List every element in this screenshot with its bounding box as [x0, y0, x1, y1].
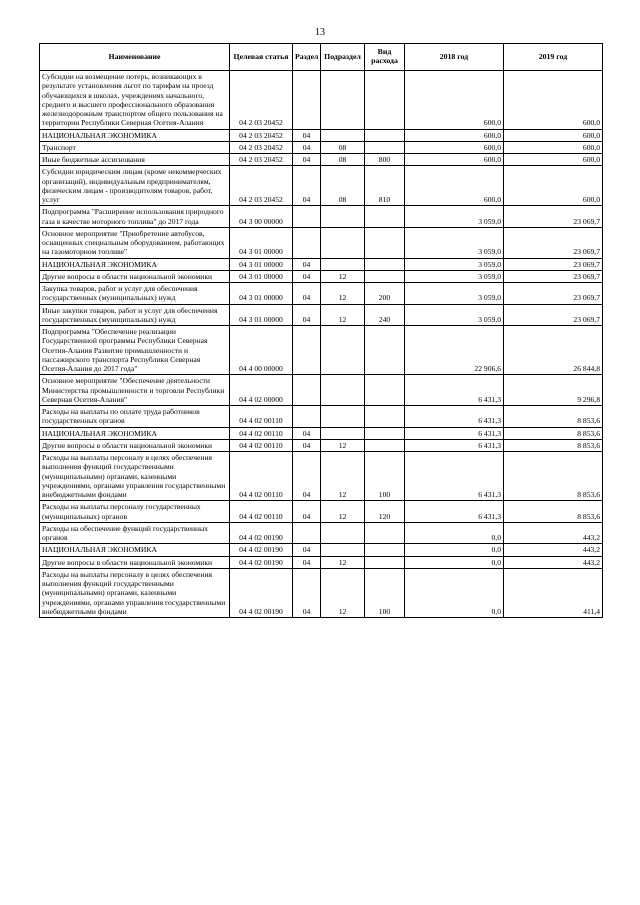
cell-expense-type: 800 — [365, 154, 405, 166]
cell-target-article: 04 4 00 00000 — [230, 326, 293, 375]
table-row — [40, 427, 603, 439]
cell-year-2019: 443,2 — [504, 544, 603, 556]
cell-name: Расходы на обеспечение функций государственных органов — [40, 522, 230, 544]
cell-year-2018: 6 431,3 — [405, 452, 504, 501]
cell-target-article: 04 2 03 20452 — [230, 154, 293, 166]
cell-year-2019: 26 844,8 — [504, 326, 603, 375]
cell-subsection: 12 — [321, 304, 365, 326]
table-row — [40, 452, 603, 501]
cell-expense-type — [365, 427, 405, 439]
cell-subsection: 12 — [321, 283, 365, 305]
cell-year-2019: 443,2 — [504, 522, 603, 544]
cell-name: Субсидии юридическим лицам (кроме некоммерческих организаций), индивидуальным предпринимателям, физическим лицам - производителям товаров, работ, услуг — [40, 166, 230, 206]
table-header-row — [40, 44, 603, 71]
cell-name: НАЦИОНАЛЬНАЯ ЭКОНОМИКА — [40, 258, 230, 270]
cell-year-2018: 3 059,0 — [405, 304, 504, 326]
cell-year-2019: 411,4 — [504, 568, 603, 617]
cell-expense-type — [365, 227, 405, 258]
cell-year-2018: 600,0 — [405, 129, 504, 141]
cell-section — [293, 71, 321, 130]
cell-expense-type — [365, 326, 405, 375]
cell-year-2018: 0,0 — [405, 522, 504, 544]
cell-subsection: 12 — [321, 270, 365, 282]
table-row — [40, 544, 603, 556]
cell-expense-type: 100 — [365, 568, 405, 617]
table-body — [40, 71, 603, 618]
cell-expense-type — [365, 141, 405, 153]
cell-target-article: 04 4 02 00110 — [230, 406, 293, 428]
cell-subsection: 08 — [321, 141, 365, 153]
cell-year-2018: 3 059,0 — [405, 227, 504, 258]
header-target-article: Целевая статья — [230, 44, 293, 71]
cell-subsection — [321, 227, 365, 258]
cell-name: Расходы на выплаты по оплате труда работников государственных органов — [40, 406, 230, 428]
cell-year-2018: 6 431,3 — [405, 501, 504, 523]
cell-name: Транспорт — [40, 141, 230, 153]
cell-target-article: 04 4 02 00190 — [230, 568, 293, 617]
cell-subsection — [321, 375, 365, 406]
cell-target-article: 04 4 02 00190 — [230, 556, 293, 568]
cell-section: 04 — [293, 129, 321, 141]
cell-name: Другие вопросы в области национальной экономики — [40, 270, 230, 282]
table-row — [40, 501, 603, 523]
table-row — [40, 522, 603, 544]
cell-subsection — [321, 544, 365, 556]
cell-target-article: 04 2 03 20452 — [230, 141, 293, 153]
cell-name: Подпрограмма "Расширение использования природного газа в качестве моторного топлива" до 2017 года — [40, 206, 230, 228]
cell-section: 04 — [293, 556, 321, 568]
header-year-2018: 2018 год — [405, 44, 504, 71]
table-row — [40, 129, 603, 141]
cell-year-2018: 6 431,3 — [405, 406, 504, 428]
cell-target-article: 04 3 01 00000 — [230, 258, 293, 270]
table-row — [40, 556, 603, 568]
cell-subsection — [321, 129, 365, 141]
cell-expense-type — [365, 270, 405, 282]
cell-section — [293, 326, 321, 375]
cell-year-2019: 23 069,7 — [504, 270, 603, 282]
cell-subsection: 08 — [321, 166, 365, 206]
cell-year-2019: 443,2 — [504, 556, 603, 568]
cell-section: 04 — [293, 154, 321, 166]
header-expense-type: Вид расхода — [365, 44, 405, 71]
cell-year-2018: 6 431,3 — [405, 427, 504, 439]
cell-section: 04 — [293, 427, 321, 439]
cell-subsection: 12 — [321, 556, 365, 568]
cell-target-article: 04 4 02 00000 — [230, 375, 293, 406]
cell-name: НАЦИОНАЛЬНАЯ ЭКОНОМИКА — [40, 544, 230, 556]
cell-year-2018: 22 906,6 — [405, 326, 504, 375]
table-row — [40, 258, 603, 270]
cell-name: Другие вопросы в области национальной экономики — [40, 556, 230, 568]
cell-subsection — [321, 206, 365, 228]
table-row — [40, 375, 603, 406]
cell-year-2019: 8 853,6 — [504, 406, 603, 428]
cell-subsection — [321, 326, 365, 375]
cell-target-article: 04 2 03 20452 — [230, 129, 293, 141]
cell-year-2018: 0,0 — [405, 544, 504, 556]
cell-expense-type — [365, 406, 405, 428]
cell-name: НАЦИОНАЛЬНАЯ ЭКОНОМИКА — [40, 129, 230, 141]
cell-target-article: 04 4 02 00190 — [230, 522, 293, 544]
cell-year-2018: 3 059,0 — [405, 270, 504, 282]
cell-name: Закупка товаров, работ и услуг для обеспечения государственных (муниципальных) нужд — [40, 283, 230, 305]
cell-year-2018: 0,0 — [405, 568, 504, 617]
cell-year-2019: 8 853,6 — [504, 439, 603, 451]
cell-expense-type — [365, 439, 405, 451]
cell-name: НАЦИОНАЛЬНАЯ ЭКОНОМИКА — [40, 427, 230, 439]
cell-name: Иные бюджетные ассигнования — [40, 154, 230, 166]
cell-year-2019: 23 069,7 — [504, 283, 603, 305]
cell-expense-type: 120 — [365, 501, 405, 523]
cell-section: 04 — [293, 166, 321, 206]
cell-target-article: 04 4 02 00110 — [230, 452, 293, 501]
cell-year-2019: 23 069,7 — [504, 304, 603, 326]
cell-name: Расходы на выплаты персоналу в целях обеспечения выполнения функций государственными (муниципальными) органами, казенными учреждениями, органами управления государственными внебюджетными фондами — [40, 568, 230, 617]
cell-year-2018: 600,0 — [405, 141, 504, 153]
table-row — [40, 154, 603, 166]
cell-target-article: 04 2 03 20452 — [230, 166, 293, 206]
cell-name: Иные закупки товаров, работ и услуг для обеспечения государственных (муниципальных) нужд — [40, 304, 230, 326]
cell-section: 04 — [293, 452, 321, 501]
cell-year-2019: 600,0 — [504, 141, 603, 153]
table-row — [40, 270, 603, 282]
cell-section — [293, 522, 321, 544]
table-row — [40, 406, 603, 428]
cell-section: 04 — [293, 141, 321, 153]
cell-section: 04 — [293, 501, 321, 523]
cell-expense-type: 240 — [365, 304, 405, 326]
cell-subsection — [321, 71, 365, 130]
cell-subsection: 12 — [321, 439, 365, 451]
cell-subsection: 12 — [321, 501, 365, 523]
cell-expense-type — [365, 206, 405, 228]
cell-expense-type — [365, 129, 405, 141]
cell-section: 04 — [293, 568, 321, 617]
cell-section: 04 — [293, 283, 321, 305]
table-row — [40, 304, 603, 326]
cell-expense-type — [365, 556, 405, 568]
cell-section — [293, 227, 321, 258]
table-row — [40, 166, 603, 206]
cell-year-2019: 23 069,7 — [504, 227, 603, 258]
cell-subsection: 12 — [321, 452, 365, 501]
cell-section: 04 — [293, 439, 321, 451]
cell-year-2018: 6 431,3 — [405, 439, 504, 451]
cell-year-2018: 3 059,0 — [405, 283, 504, 305]
cell-section: 04 — [293, 258, 321, 270]
budget-table — [39, 43, 603, 618]
table-row — [40, 326, 603, 375]
cell-section — [293, 375, 321, 406]
cell-year-2019: 600,0 — [504, 129, 603, 141]
cell-year-2019: 8 853,6 — [504, 427, 603, 439]
cell-section: 04 — [293, 544, 321, 556]
cell-year-2019: 600,0 — [504, 71, 603, 130]
cell-name: Расходы на выплаты персоналу в целях обеспечения выполнения функций государственными (муниципальными) органами, казенными учреждениями, органами управления государственными внебюджетными фондами — [40, 452, 230, 501]
cell-subsection — [321, 258, 365, 270]
header-year-2019: 2019 год — [504, 44, 603, 71]
cell-target-article: 04 3 01 00000 — [230, 283, 293, 305]
cell-year-2019: 23 069,7 — [504, 258, 603, 270]
cell-subsection — [321, 427, 365, 439]
table-row — [40, 283, 603, 305]
cell-expense-type: 810 — [365, 166, 405, 206]
cell-subsection: 08 — [321, 154, 365, 166]
cell-name: Другие вопросы в области национальной экономики — [40, 439, 230, 451]
cell-expense-type — [365, 71, 405, 130]
cell-name: Расходы на выплаты персоналу государственных (муниципальных) органов — [40, 501, 230, 523]
table-row — [40, 439, 603, 451]
cell-expense-type — [365, 375, 405, 406]
cell-year-2018: 6 431,3 — [405, 375, 504, 406]
cell-name: Основное мероприятие "Приобретение автобусов, оснащенных специальным оборудованием, работающих на газомоторном топливе" — [40, 227, 230, 258]
cell-year-2018: 600,0 — [405, 166, 504, 206]
table-row — [40, 141, 603, 153]
cell-year-2018: 0,0 — [405, 556, 504, 568]
cell-name: Основное мероприятие "Обеспечение деятельности Министерства промышленности и торговли Республики Северная Осетия-Алания" — [40, 375, 230, 406]
header-subsection: Подраздел — [321, 44, 365, 71]
cell-target-article: 04 3 01 00000 — [230, 227, 293, 258]
cell-section — [293, 406, 321, 428]
header-name: Наименование — [40, 44, 230, 71]
cell-target-article: 04 2 03 20452 — [230, 71, 293, 130]
cell-year-2018: 3 059,0 — [405, 258, 504, 270]
cell-target-article: 04 4 02 00190 — [230, 544, 293, 556]
table-row — [40, 206, 603, 228]
cell-year-2019: 8 853,6 — [504, 452, 603, 501]
cell-target-article: 04 4 02 00110 — [230, 427, 293, 439]
cell-subsection: 12 — [321, 568, 365, 617]
cell-name: Подпрограмма "Обеспечение реализации Государственной программы Республики Северная Осетия-Алания Развитие промышленности и пассажирского транспорта Республики Северная Осетия-Алания до 2017 года" — [40, 326, 230, 375]
cell-name: Субсидии на возмещение потерь, возникающих в результате установления льгот по тарифам на проезд обучающихся в школах, учреждениях начального, среднего и высшего профессионального образования железнодорожным транспортом общего пользования на территории Республики Северная Осетия-Алания — [40, 71, 230, 130]
cell-target-article: 04 3 00 00000 — [230, 206, 293, 228]
cell-year-2019: 23 069,7 — [504, 206, 603, 228]
cell-year-2019: 600,0 — [504, 154, 603, 166]
table-row — [40, 227, 603, 258]
cell-target-article: 04 3 01 00000 — [230, 270, 293, 282]
cell-year-2019: 9 296,8 — [504, 375, 603, 406]
cell-year-2018: 3 059,0 — [405, 206, 504, 228]
cell-year-2019: 600,0 — [504, 166, 603, 206]
cell-year-2018: 600,0 — [405, 154, 504, 166]
cell-expense-type: 200 — [365, 283, 405, 305]
cell-section: 04 — [293, 270, 321, 282]
header-section: Раздел — [293, 44, 321, 71]
cell-expense-type: 100 — [365, 452, 405, 501]
table-row — [40, 568, 603, 617]
cell-expense-type — [365, 258, 405, 270]
page-number: 13 — [315, 27, 325, 38]
cell-expense-type — [365, 522, 405, 544]
cell-target-article: 04 4 02 00110 — [230, 439, 293, 451]
cell-subsection — [321, 522, 365, 544]
cell-target-article: 04 3 01 00000 — [230, 304, 293, 326]
cell-subsection — [321, 406, 365, 428]
cell-year-2018: 600,0 — [405, 71, 504, 130]
cell-year-2019: 8 853,6 — [504, 501, 603, 523]
cell-target-article: 04 4 02 00110 — [230, 501, 293, 523]
table-row — [40, 71, 603, 130]
cell-section: 04 — [293, 304, 321, 326]
cell-expense-type — [365, 544, 405, 556]
cell-section — [293, 206, 321, 228]
